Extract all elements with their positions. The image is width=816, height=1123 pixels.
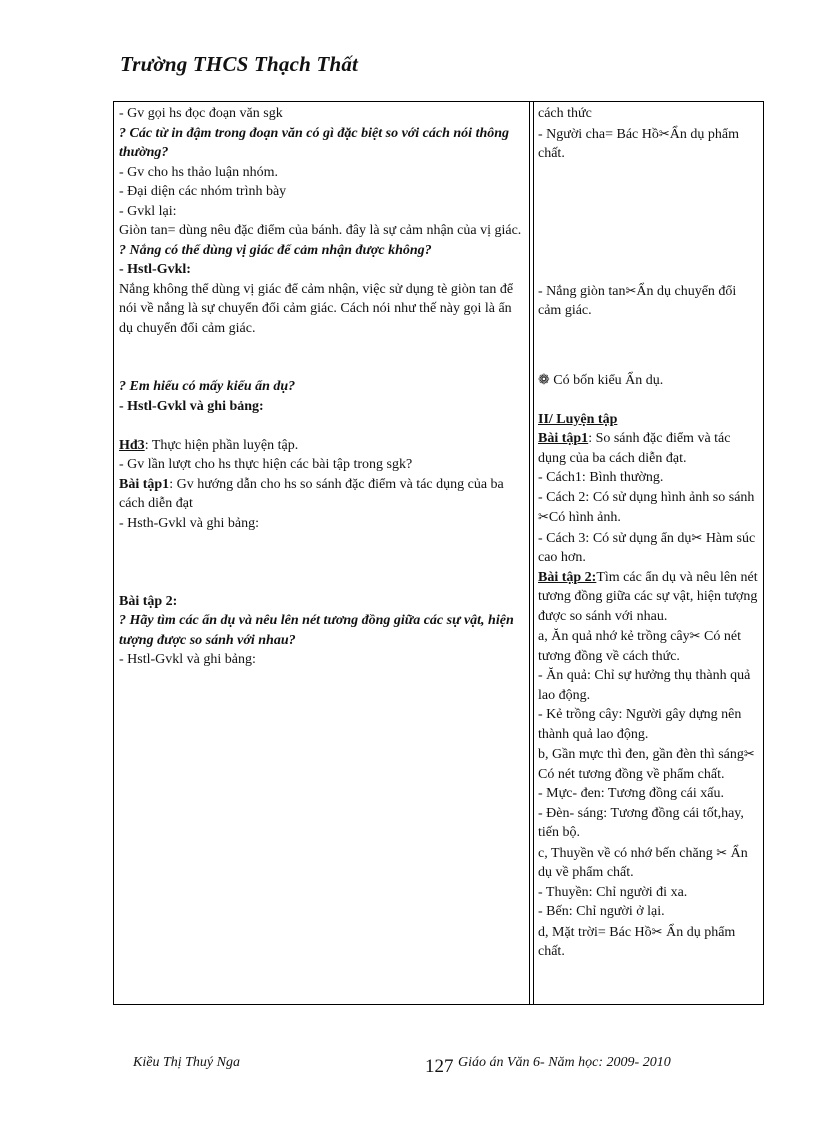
text-line: Hàm súc cao hơn.: [538, 530, 756, 565]
text-line: a, Ăn quả nhớ kẻ trồng cây: [538, 629, 690, 644]
scissors-icon: ✂: [625, 282, 637, 298]
text-paragraph: Nắng không thể dùng vị giác để cảm nhận, việc sử dụng tè giòn tan để nói về nắng là sự chuyển đổi cảm giác. Cách nói như thế này gọi là ẩn dụ chuyển đổi cảm giác.: [119, 281, 514, 336]
text-line: - Gvkl lại:: [119, 203, 177, 219]
column-divider-inner: [533, 102, 534, 1004]
text-line: - Nắng giòn tan: [538, 283, 626, 299]
question-4: ? Hãy tìm các ẩn dụ và nêu lên nét tương đồng giữa các sự vật, hiện tượng được so sánh với nhau?: [119, 613, 514, 648]
lesson-table: [113, 101, 764, 1005]
text-line: - Hstl-Gvkl và ghi bảng:: [119, 398, 264, 414]
text-line: - Ăn quả: Chỉ sự hưởng thụ thành quả lao động.: [538, 668, 751, 703]
text-line: Có nét tương đồng về cách thức.: [538, 629, 741, 664]
text-line: - Gv gọi hs đọc đoạn văn sgk: [119, 106, 283, 121]
text-line: - Kẻ trồng cây: Người gây dựng nên thành quả lao động.: [538, 707, 742, 742]
scissors-icon: ✂: [689, 628, 701, 643]
text-line: - Cách 2: Có sử dụng hình ảnh so sánh: [538, 489, 755, 505]
text-line: - Gv cho hs thảo luận nhóm.: [119, 164, 279, 180]
activity-text: : Thực hiện phần luyện tập.: [144, 437, 299, 453]
footer-author: Kiều Thị Thuý Nga: [133, 1055, 240, 1070]
text-line: - Gv lần lượt cho hs thực hiện các bài tập trong sgk?: [119, 457, 413, 472]
column-divider: [529, 102, 530, 1004]
exercise-label: Bài tập 2:: [538, 569, 597, 585]
text-line: Có bốn kiểu Ẩn dụ.: [553, 372, 664, 388]
exercise-text: Tìm các ẩn dụ và nêu lên nét tương đồng giữa các sự vật, hiện tượng được so sánh với nhau.: [538, 569, 758, 624]
scissors-icon: ✂: [743, 746, 755, 761]
page-header: Trường THCS Thạch Thất: [120, 52, 359, 76]
text-line: - Người cha= Bác Hồ: [538, 126, 659, 142]
scissors-icon: ✂: [691, 529, 703, 545]
question-3: ? Em hiểu có mấy kiểu ẩn dụ?: [119, 379, 296, 394]
flower-bullet-icon: ❁: [538, 372, 550, 388]
text-line: Có hình ảnh.: [548, 510, 621, 525]
exercise-text: : Gv hướng dẫn cho hs so sánh đặc điểm và tác dụng của ba cách diễn đạt: [119, 476, 504, 511]
page-number: 127: [425, 1056, 454, 1077]
question-1: ? Các từ in đậm trong đoạn văn có gì đặc biệt so với cách nói thông thường?: [119, 125, 510, 160]
footer-course: Giáo án Văn 6- Năm học: 2009- 2010: [458, 1055, 671, 1070]
scissors-icon: ✂: [651, 923, 663, 939]
text-line: - Cách 3: Có sử dụng ẩn dụ: [538, 530, 692, 546]
exercise-text: : So sánh đặc điểm và tác dụng của ba cách diễn đạt.: [538, 431, 731, 466]
exercise-label: Bài tập 2:: [119, 593, 178, 609]
text-line: Có nét tương đồng về phẩm chất.: [538, 766, 725, 782]
content-column: [538, 104, 760, 962]
text-line: Ẩn dụ phẩm chất.: [538, 126, 739, 161]
question-2: ? Nắng có thể dùng vị giác để cảm nhận được không?: [119, 242, 432, 258]
text-line: - Hstl-Gvkl và ghi bảng:: [119, 652, 256, 667]
scissors-icon: ✂: [538, 509, 549, 524]
text-line: - Bến: Chỉ người ở lại.: [538, 904, 665, 919]
text-line: - Cách1: Bình thường.: [538, 470, 664, 485]
activity-label: Hđ3: [119, 437, 145, 453]
teacher-activity-column: [119, 104, 523, 670]
text-line: - Mực- đen: Tương đồng cái xấu.: [538, 786, 724, 801]
text-line: - Thuyền: Chỉ người đi xa.: [538, 884, 688, 900]
text-line: cách thức: [538, 106, 592, 121]
text-paragraph: Giòn tan= dùng nêu đặc điểm của bánh. đây là sự cảm nhận của vị giác.: [119, 223, 522, 238]
text-line: - Hstl-Gvkl:: [119, 262, 191, 277]
text-line: Ẩn dụ về phẩm chất.: [538, 845, 748, 880]
scissors-icon: ✂: [658, 125, 670, 141]
text-line: c, Thuyền về có nhớ bến chăng: [538, 845, 713, 861]
text-line: - Đèn- sáng: Tương đồng cái tốt,hay, tiến bộ.: [538, 805, 744, 840]
section-heading: II/ Luyện tập: [538, 411, 618, 427]
text-line: Ẩn dụ phẩm chất.: [538, 924, 736, 959]
text-line: - Đại diện các nhóm trình bày: [119, 184, 287, 199]
text-line: d, Mặt trời= Bác Hồ: [538, 924, 652, 940]
text-line: b, Gần mực thì đen, gần đèn thì sáng: [538, 747, 744, 762]
scissors-icon: ✂: [716, 844, 728, 860]
text-line: - Hsth-Gvkl và ghi bảng:: [119, 515, 259, 531]
exercise-label: Bài tập1: [538, 431, 589, 446]
exercise-label: Bài tập1: [119, 476, 170, 492]
text-line: Ẩn dụ chuyển đổi cảm giác.: [538, 283, 737, 318]
